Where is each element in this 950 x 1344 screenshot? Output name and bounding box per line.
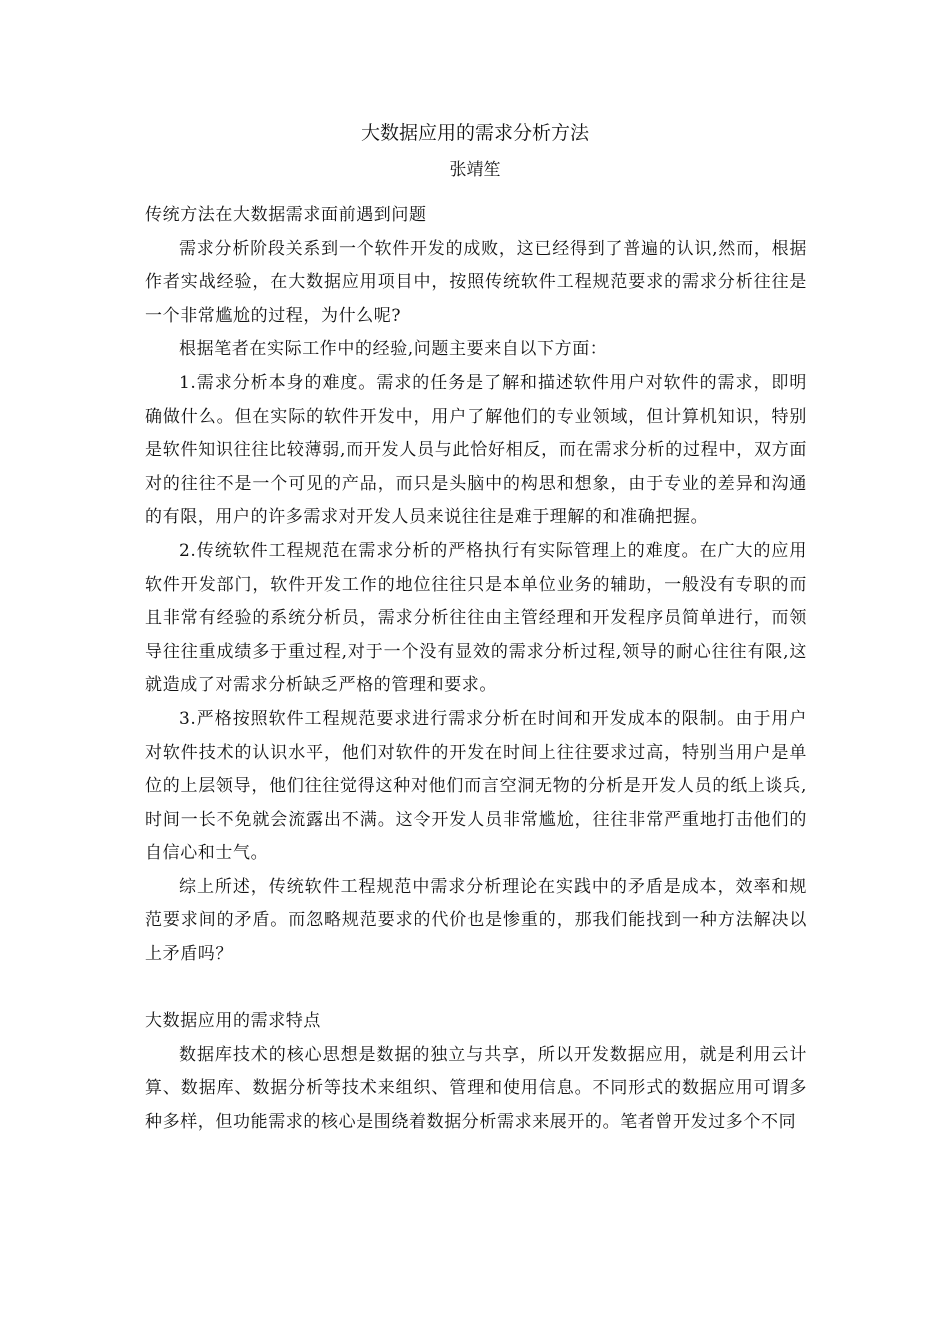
body-paragraph: 数据库技术的核心思想是数据的独立与共享，所以开发数据应用，就是利用云计算、数据库、数据分析等技术来组织、管理和使用信息。不同形式的数据应用可谓多种多样，但功能需求的核心是围绕着数据分析需求来展开的。笔者曾开发过多个不同 xyxy=(145,1044,807,1133)
section-spacer xyxy=(145,972,807,1006)
body-paragraph: 根据笔者在实际工作中的经验,问题主要来自以下方面： xyxy=(179,339,608,360)
body-paragraph: 1.需求分析本身的难度。需求的任务是了解和描述软件用户对软件的需求，即明确做什么。但在实际的软件开发中，用户了解他们的专业领域，但计算机知识，特别是软件知识往往比较薄弱,而开发人员与此恰好相反，而在需求分析的过程中，双方面对的往往不是一个可见的产品，而只是头脑中的构思和想象，由于专业的差异和沟通的有限，用户的许多需求对开发人员来说往往是难于理解的和准确把握。 xyxy=(145,372,807,528)
document-author: 张靖笙 xyxy=(449,160,501,180)
body-paragraph: 3.严格按照软件工程规范要求进行需求分析在时间和开发成本的限制。由于用户对软件技术的认识水平，他们对软件的开发在时间上往往要求过高，特别当用户是单位的上层领导，他们往往觉得这种对他们而言空洞无物的分析是开发人员的纸上谈兵,时间一长不免就会流露出不满。这令开发人员非常尴尬，往往非常严重地打击他们的自信心和士气。 xyxy=(145,708,807,864)
body-paragraph: 需求分析阶段关系到一个软件开发的成败，这已经得到了普遍的认识,然而，根据作者实战经验，在大数据应用项目中，按照传统软件工程规范要求的需求分析往往是一个非常尴尬的过程，为什么呢? xyxy=(145,238,807,326)
section-heading: 传统方法在大数据需求面前遇到问题 xyxy=(145,205,427,225)
body-paragraph: 综上所述，传统软件工程规范中需求分析理论在实践中的矛盾是成本，效率和规范要求间的矛盾。而忽略规范要求的代价也是惨重的，那我们能找到一种方法解决以上矛盾吗？ xyxy=(145,876,807,965)
document-title: 大数据应用的需求分析方法 xyxy=(360,122,589,144)
document-body xyxy=(145,199,807,1140)
body-paragraph: 2.传统软件工程规范在需求分析的严格执行有实际管理上的难度。在广大的应用软件开发部门，软件开发工作的地位往往只是本单位业务的辅助，一般没有专职的而且非常有经验的系统分析员，需求分析往往由主管经理和开发程序员简单进行，而领导往往重成绩多于重过程,对于一个没有显效的需求分析过程,领导的耐心往往有限,这就造成了对需求分析缺乏严格的管理和要求。 xyxy=(145,540,807,696)
section-heading: 大数据应用的需求特点 xyxy=(145,1011,321,1032)
